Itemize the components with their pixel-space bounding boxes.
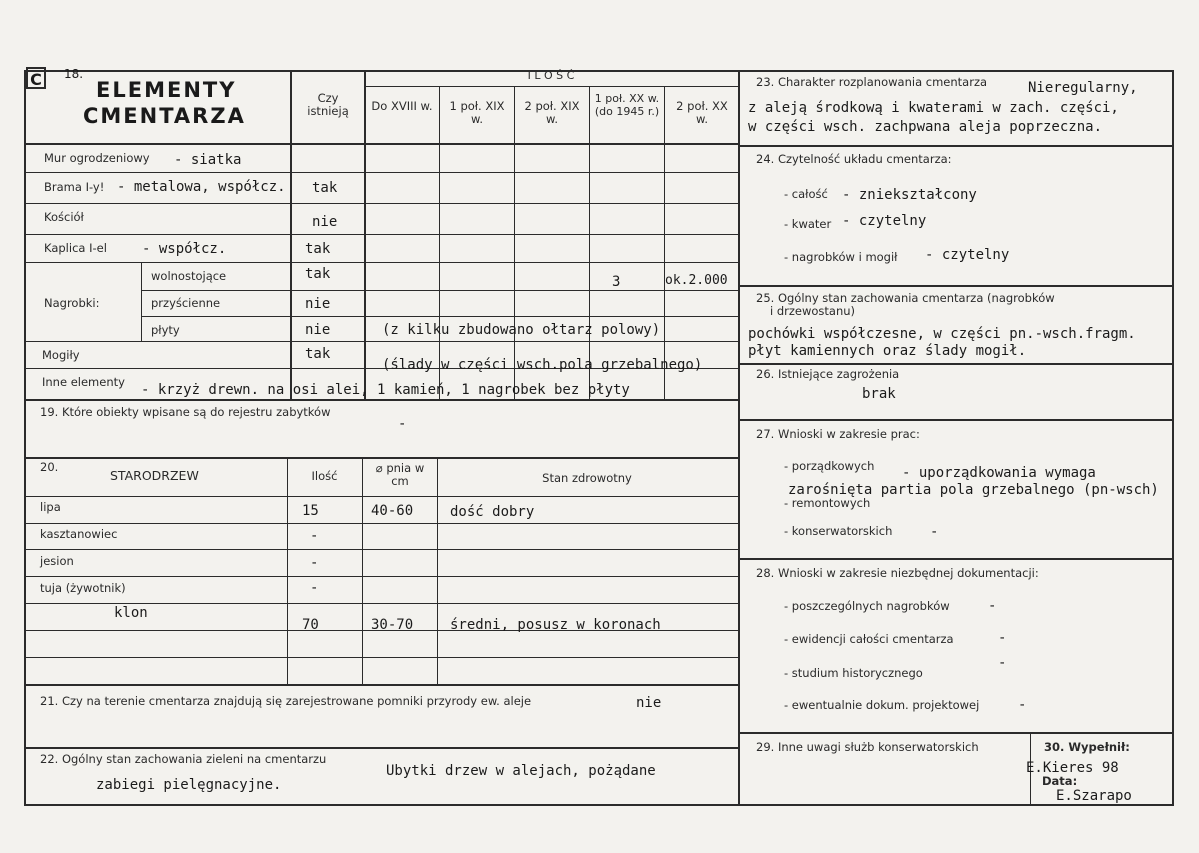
wolnostojace-exists: tak: [305, 266, 331, 282]
q30-data-label: Data:: [1042, 774, 1078, 788]
q21-label: 21. Czy na terenie cmentarza znajdują się zarejestrowane pomniki przyrody ew. aleje: [40, 694, 532, 708]
tree-name: tuja (żywotnik): [40, 581, 126, 595]
q24-calosc-value: - zniekształcony: [842, 187, 977, 203]
q25-label-line1: 25. Ogólny stan zachowania cmentarza (nagrobków: [756, 291, 1055, 305]
brama-label: Brama I-y!: [44, 180, 105, 194]
q30-label: 30. Wypełnił:: [1044, 740, 1130, 754]
q28-item-value: -: [1018, 697, 1027, 713]
q27-label: 27. Wnioski w zakresie prac:: [756, 427, 920, 441]
period-xviii: Do XVIII w.: [371, 99, 433, 113]
q24-nagrobkow-label: - nagrobków i mogił: [784, 250, 898, 264]
mur-value: - siatka: [174, 152, 242, 168]
tree-name: klon: [114, 605, 148, 621]
q20-title: STARODRZEW: [110, 468, 199, 483]
q27-porzadkowych-value2: zarośnięta partia pola grzebalnego (pn-wsch): [788, 482, 1159, 498]
kaplica-label: Kaplica I-el: [44, 241, 107, 255]
inne-label: Inne elementy: [42, 375, 125, 389]
q27-porzadkowych-label: - porządkowych: [784, 459, 875, 473]
q25-value-line1: pochówki współczesne, w części pn.-wsch.fragm.: [748, 326, 1136, 342]
przyscienne-label: przyścienne: [151, 296, 221, 310]
mogily-exists: tak: [305, 346, 331, 362]
q20-col-ilosc: Ilość: [311, 469, 338, 483]
q28-item-value: -: [998, 630, 1007, 646]
tree-name: lipa: [40, 500, 61, 514]
q27-remontowych-label: - remontowych: [784, 496, 871, 510]
nagrobki-label: Nagrobki:: [44, 296, 100, 310]
q30-data-value: E.Szarapo: [1056, 788, 1132, 804]
tree-ilosc: 70: [302, 617, 319, 633]
q23-value-line3: w części wsch. zachpwana aleja poprzeczna.: [748, 119, 1103, 135]
period-2pol-xix: 2 poł. XIX w.: [524, 99, 580, 127]
q22-value-line2: zabiegi pielęgnacyjne.: [96, 777, 282, 793]
plyty-note: (z kilku zbudowano ołtarz polowy): [382, 322, 661, 338]
q28-label: 28. Wnioski w zakresie niezbędnej dokumentacji:: [756, 566, 1039, 580]
q28-item-label: - studium historycznego: [784, 666, 923, 680]
q25-value-line2: płyt kamiennych oraz ślady mogił.: [748, 343, 1027, 359]
q27-porzadkowych-value1: - uporządkowania wymaga: [902, 465, 1096, 481]
mogily-note: (ślady w części wsch.pola grzebalnego): [382, 357, 703, 373]
tree-pnia: 30-70: [371, 617, 414, 633]
q23-value-line2: z aleją środkową i kwaterami w zach. części,: [748, 100, 1119, 116]
plyty-exists: nie: [305, 322, 331, 338]
tree-ilosc: 15: [302, 503, 319, 519]
wolnostojace-2pol-xx: ok.2.000: [665, 273, 728, 288]
tree-pnia: 40-60: [371, 503, 414, 519]
q28-item-value: -: [988, 598, 997, 614]
tree-ilosc: -: [310, 555, 319, 571]
wolnostojace-1pol-xx: 3: [612, 274, 621, 290]
tree-name: jesion: [40, 554, 74, 568]
inne-value: - krzyż drewn. na osi alei, 1 kamień, 1 nagrobek bez płyty: [141, 382, 630, 398]
q27-konserwatorskich-label: - konserwatorskich: [784, 524, 893, 538]
mur-label: Mur ogrodzeniowy: [44, 151, 150, 165]
q23-label: 23. Charakter rozplanowania cmentarza: [756, 75, 988, 89]
q26-value: brak: [862, 386, 896, 402]
tree-stan: dość dobry: [450, 504, 535, 520]
q24-label: 24. Czytelność układu cmentarza:: [756, 152, 952, 166]
tree-stan: średni, posusz w koronach: [450, 617, 661, 633]
kaplica-value: - współcz.: [142, 241, 227, 257]
period-2pol-xx: 2 poł. XX w.: [676, 99, 728, 127]
col-ilosc: I L O Ś Ć: [527, 69, 575, 82]
q28-item-label: - ewidencji całości cmentarza: [784, 632, 954, 646]
section-title-line2: CMENTARZA: [83, 104, 246, 128]
przyscienne-exists: nie: [305, 296, 331, 312]
wolnostojace-label: wolnostojące: [151, 269, 227, 283]
mogily-label: Mogiły: [42, 348, 80, 362]
plyty-label: płyty: [151, 323, 180, 337]
col-czy-istnieja: Czy istnieją: [307, 91, 349, 119]
q29-label: 29. Inne uwagi służb konserwatorskich: [756, 740, 979, 754]
q26-label: 26. Istniejące zagrożenia: [756, 367, 900, 381]
q24-kwater-label: - kwater: [784, 217, 832, 231]
tree-ilosc: -: [310, 528, 319, 544]
brama-value: - metalowa, współcz.: [117, 179, 286, 195]
period-1pol-xx: 1 poł. XX w. (do 1945 r.): [594, 92, 660, 118]
q27-konserwatorskich-value: -: [930, 524, 939, 540]
kaplica-exists: tak: [305, 241, 331, 257]
q24-kwater-value: - czytelny: [842, 213, 927, 229]
q21-value: nie: [636, 695, 662, 711]
kosciol-exists: nie: [312, 214, 338, 230]
tree-name: kasztanowiec: [40, 527, 118, 541]
q20-col-pnia: ⌀ pnia w cm: [375, 461, 425, 489]
q19-label: 19. Które obiekty wpisane są do rejestru zabytków: [40, 405, 331, 419]
section-letter-box: C: [26, 67, 46, 89]
q28-item-label: - ewentualnie dokum. projektowej: [784, 698, 980, 712]
q20-col-stan: Stan zdrowotny: [542, 471, 632, 485]
period-1pol-xix: 1 poł. XIX w.: [449, 99, 505, 127]
q22-value-line1: Ubytki drzew w alejach, pożądane: [386, 763, 656, 779]
q30-name: E.Kieres 98: [1026, 760, 1119, 776]
q25-label-line2: i drzewostanu): [770, 304, 856, 318]
section-number: 18.: [64, 67, 84, 81]
kosciol-label: Kościół: [44, 210, 84, 224]
q23-value-line1: Nieregularny,: [1028, 80, 1138, 96]
tree-ilosc: -: [310, 580, 319, 596]
q28-item-label: - poszczególnych nagrobków: [784, 599, 950, 613]
q24-calosc-label: - całość: [784, 187, 828, 201]
q22-label: 22. Ogólny stan zachowania zieleni na cmentarzu: [40, 752, 327, 766]
section-title-line1: ELEMENTY: [96, 78, 237, 102]
brama-exists: tak: [312, 180, 338, 196]
q20-number: 20.: [40, 460, 59, 474]
q24-nagrobkow-value: - czytelny: [925, 247, 1010, 263]
q28-item-value: -: [998, 655, 1007, 671]
q19-value: -: [398, 416, 407, 432]
